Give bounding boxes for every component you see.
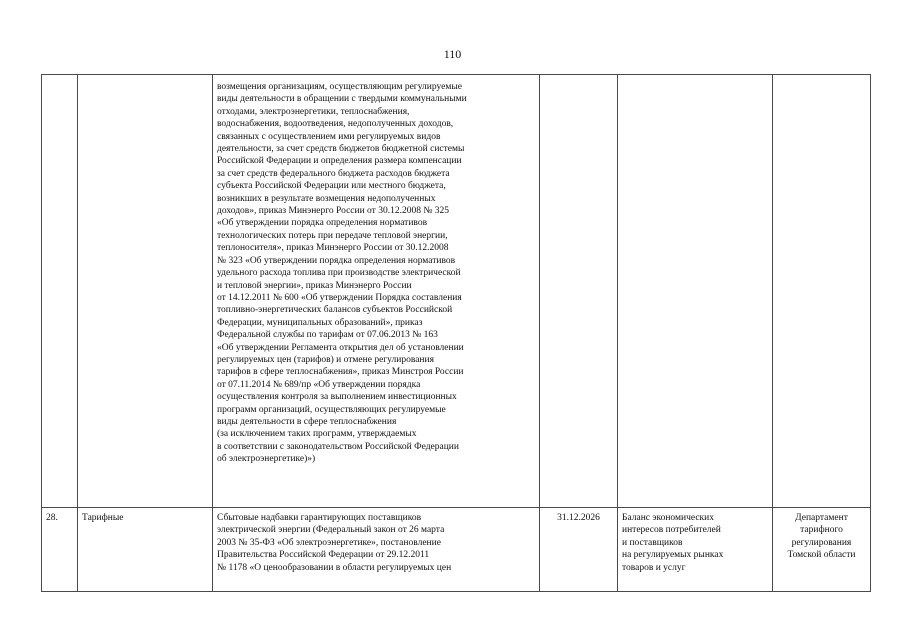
document-line: доходов», приказ Минэнерго России от 30.12.2008 № 325 <box>217 206 450 217</box>
document-line: отходами, электроэнергетики, теплоснабжения, <box>217 106 410 117</box>
cell-number <box>42 75 78 508</box>
document-line: теплоносителя», приказ Минэнерго России от 30.12.2008 <box>217 243 449 254</box>
goal-line: и поставщиков <box>622 537 683 548</box>
goal-line: товаров и услуг <box>622 562 686 573</box>
goal-line: интересов потребителей <box>622 525 721 536</box>
cell-authority <box>773 75 871 508</box>
document-line: 2003 № 35-ФЗ «Об электроэнергетике», постановление <box>217 537 441 548</box>
authority-line: Томской области <box>787 550 856 561</box>
cell-name <box>78 75 213 508</box>
document-line: технологических потерь при передаче тепловой энергии, <box>217 230 448 241</box>
document-line: за счет средств федерального бюджета расходов бюджета <box>217 168 450 179</box>
document-line: от 14.12.2011 № 600 «Об утверждении Порядка составления <box>217 292 462 303</box>
document-line: удельного расхода топлива при производстве электрической <box>217 268 461 279</box>
document-line: связанных с осуществлением ими регулируемых видов <box>217 131 441 142</box>
document-line: и тепловой энергии», приказ Минэнерго России <box>217 280 412 291</box>
goal-line: Баланс экономических <box>622 513 714 523</box>
cell-goal <box>618 508 773 592</box>
document-line: об электроэнергетике)») <box>217 454 316 465</box>
document-line: субъекта Российской Федерации или местного бюджета, <box>217 181 446 192</box>
document-line: программ организаций, осуществляющих регулируемые <box>217 404 446 415</box>
document-line: № 1178 «О ценообразовании в области регулируемых цен <box>217 562 452 573</box>
authority-line: регулирования <box>791 537 852 548</box>
document-line: № 323 «Об утверждении порядка определения нормативов <box>217 255 456 266</box>
table-row-continued <box>42 75 871 508</box>
document-line: водоснабжения, водоотведения, недополученных доходов, <box>217 119 454 130</box>
cell-document <box>213 75 540 508</box>
document-line: Сбытовые надбавки гарантирующих поставщиков <box>217 513 422 523</box>
cell-date <box>540 75 618 508</box>
document-line: Федерации, муниципальных образований», приказ <box>217 317 423 328</box>
document-line: «Об утверждении Регламента открытия дел об установлении <box>217 342 464 353</box>
document-line: тарифов в сфере теплоснабжения», приказ Минстроя России <box>217 367 464 378</box>
document-line: топливно-энергетических балансов субъектов Российской <box>217 305 453 316</box>
document-line: «Об утверждении порядка определения нормативов <box>217 218 428 229</box>
document-line: в соответствии с законодательством Российской Федерации <box>217 441 459 452</box>
document-line: возмещения организациям, осуществляющим регулируемые <box>217 82 462 92</box>
document-line: деятельности, за счет средств бюджетов бюджетной системы <box>217 144 465 155</box>
cell-name: Тарифные <box>78 508 213 592</box>
authority-line: тарифного <box>800 525 843 536</box>
authority-line: Департамент <box>795 513 848 523</box>
goal-line: на регулируемых рынках <box>622 550 724 561</box>
document-line: виды деятельности в обращении с твердыми коммунальными <box>217 94 467 105</box>
cell-number: 28. <box>42 508 78 592</box>
page-number: 110 <box>443 47 462 61</box>
cell-authority <box>773 508 871 592</box>
document-line: виды деятельности в сфере теплоснабжения <box>217 416 397 427</box>
table-row-28 <box>42 508 871 592</box>
document-line: (за исключением таких программ, утверждаемых <box>217 429 417 440</box>
regulation-table <box>41 74 871 592</box>
cell-document <box>213 508 540 592</box>
document-line: Российской Федерации и определения размера компенсации <box>217 156 462 167</box>
document-line: возникших в результате возмещения недополученных <box>217 193 436 204</box>
cell-goal <box>618 75 773 508</box>
document-line: электрической энергии (Федеральный закон от 26 марта <box>217 525 445 536</box>
document-line: осуществления контроля за выполнением инвестиционных <box>217 392 457 403</box>
document-line: Федеральной службы по тарифам от 07.06.2013 № 163 <box>217 330 438 341</box>
document-line: Правительства Российской Федерации от 29.12.2011 <box>217 550 430 561</box>
document-line: регулируемых цен (тарифов) и отмене регулирования <box>217 354 434 365</box>
document-line: от 07.11.2014 № 689/пр «Об утверждении порядка <box>217 379 421 390</box>
cell-date: 31.12.2026 <box>540 508 618 592</box>
